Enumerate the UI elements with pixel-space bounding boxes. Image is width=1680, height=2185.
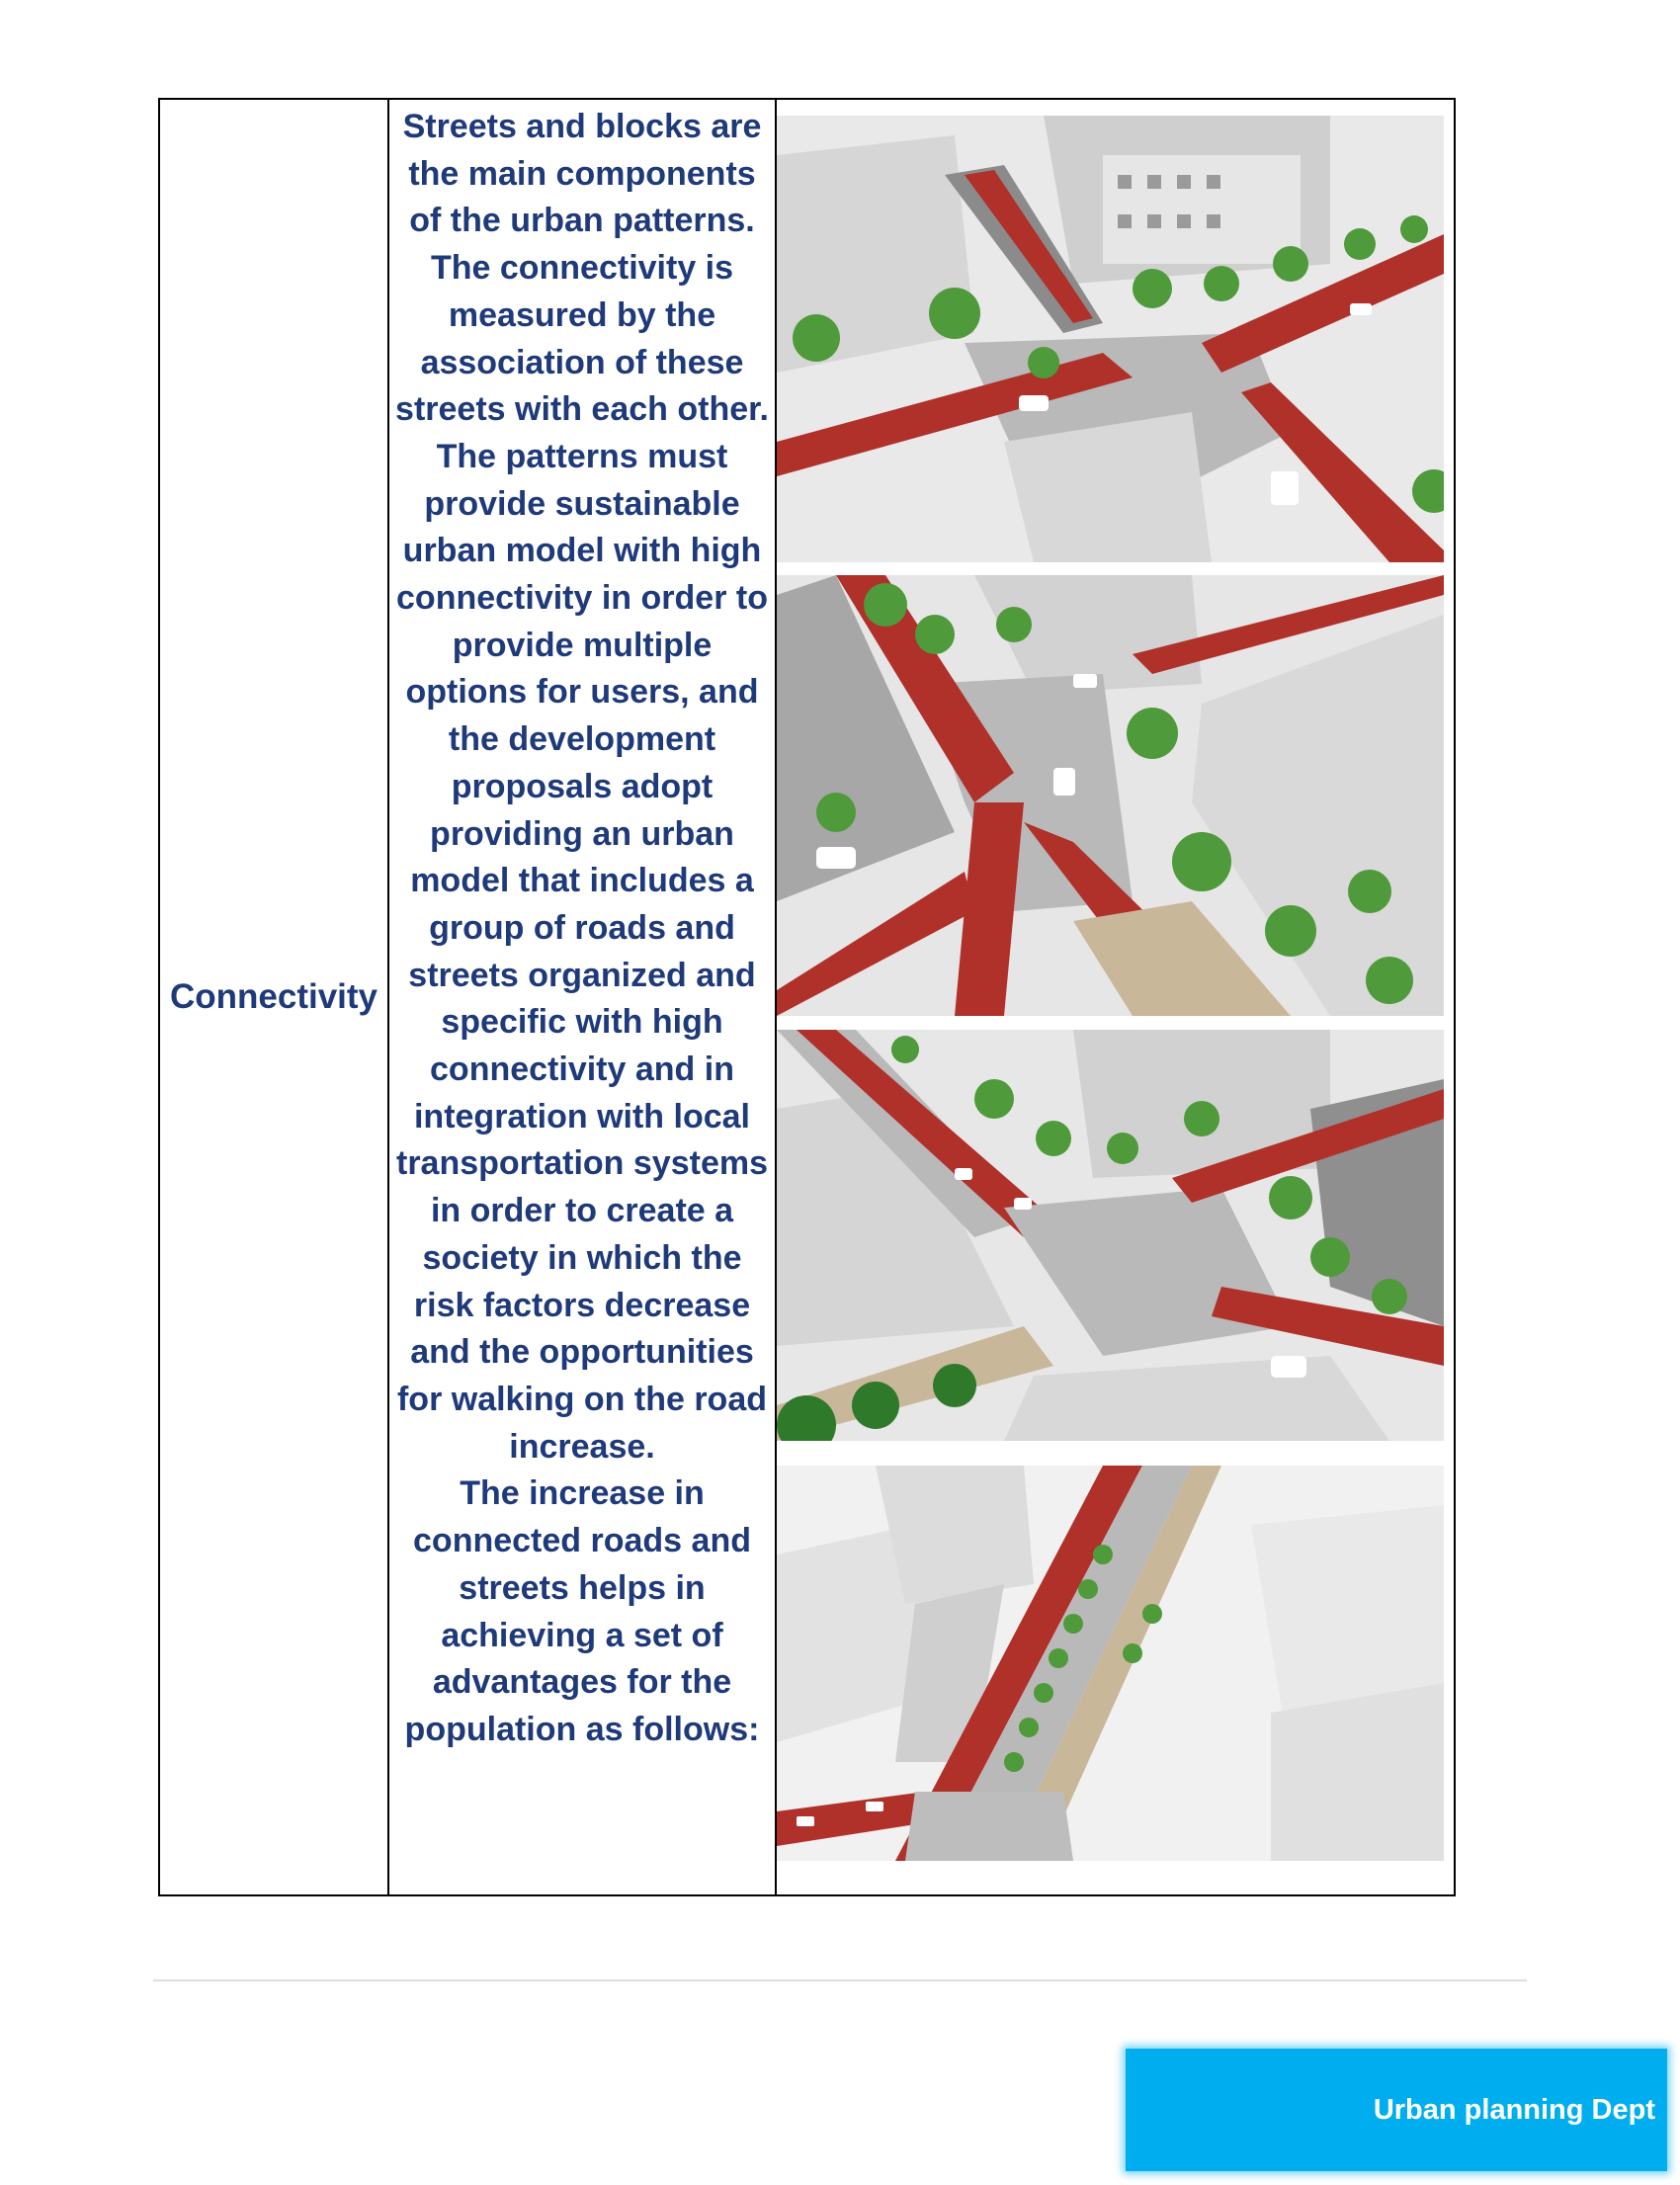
description-cell xyxy=(389,100,777,1894)
street-aerial-render-4 xyxy=(777,1466,1444,1861)
intersection-render-2-illustration xyxy=(777,575,1444,1016)
row-label: Connectivity xyxy=(169,977,378,1016)
intersection-render-3-illustration xyxy=(777,1030,1444,1441)
content-table xyxy=(158,98,1456,1896)
footer-divider xyxy=(153,1979,1527,1981)
intersection-render-1-illustration xyxy=(777,116,1444,562)
description-paragraph-2: The increase in connected roads and streets helps in achieving a set of advantages for the population as follows: xyxy=(404,1474,760,1748)
street-aerial-render-4-illustration xyxy=(777,1466,1444,1861)
intersection-render-3 xyxy=(777,1030,1444,1441)
label-cell xyxy=(160,100,389,1894)
intersection-render-2 xyxy=(777,575,1444,1016)
description-paragraph-1: Streets and blocks are the main components of the urban patterns. The connectivity is measured by the association of these streets with each other. The patterns must provide sustainable urban model with high connectivity in order to provide multiple options for users, and the development proposals adopt providing an urban model that includes a group of roads and streets organized and specific with high connectivity and in integration with local transportation systems in order to create a society in which the risk factors decrease and the opportunities for walking on the road increase. xyxy=(395,108,769,1466)
footer-department-label: Urban planning Dept xyxy=(1373,2093,1655,2126)
intersection-render-1 xyxy=(777,116,1444,562)
images-cell xyxy=(777,100,1454,1894)
footer-department-box xyxy=(1126,2049,1667,2171)
